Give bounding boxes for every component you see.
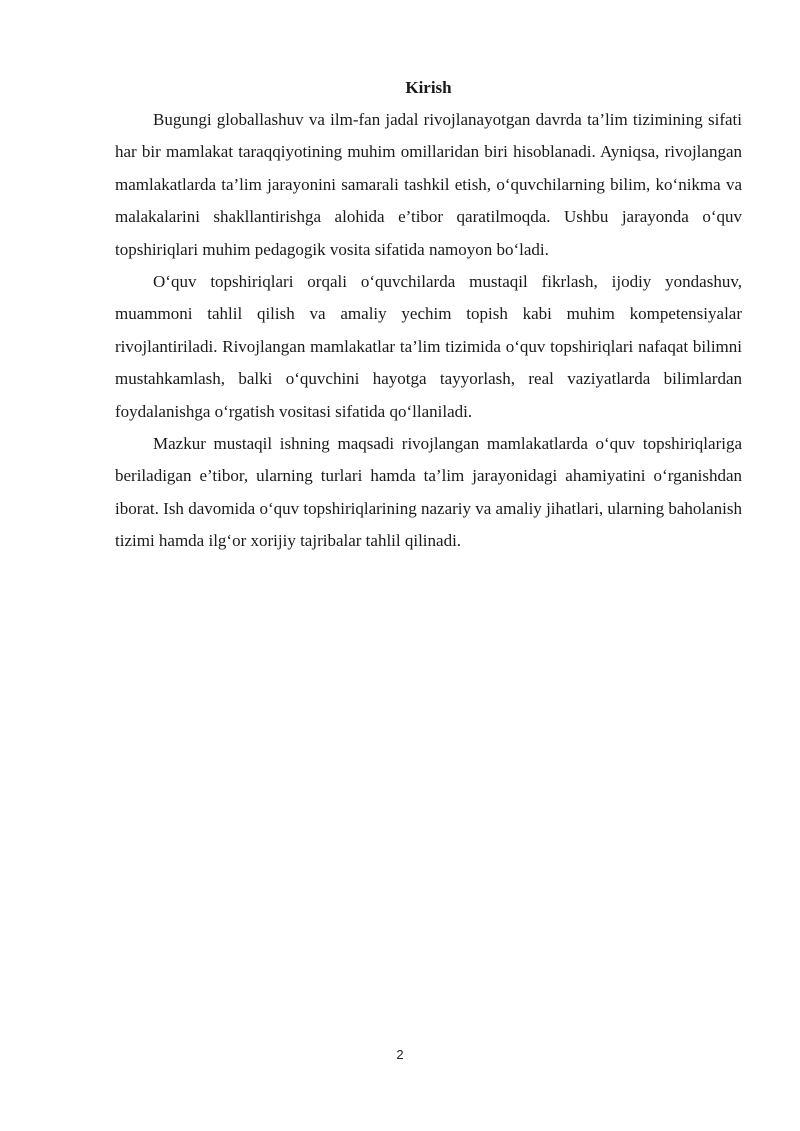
paragraph-2: O‘quv topshiriqlari orqali o‘quvchilarda mustaqil fikrlash, ijodiy yondashuv, muammoni tahlil qilish va amaliy yechim topish kabi muhim kompetensiyalar rivojlantiriladi. Rivojlangan mamlakatlar ta’lim tizimida o‘quv topshiriqlari nafaqat bilimni mustahkamlash, balki o‘quvchini hayotga tayyorlash, real vaziyatlarda bilimlardan foydalanishga o‘rgatish vositasi sifatida qo‘llaniladi. [115, 272, 742, 421]
paragraph-3: Mazkur mustaqil ishning maqsadi rivojlangan mamlakatlarda o‘quv topshiriqlariga beriladigan e’tibor, ularning turlari hamda ta’lim jarayonidagi ahamiyatini o‘rganishdan iborat. Ish davomida o‘quv topshiriqlarining nazariy va amaliy jihatlari, ularning baholanish tizimi hamda ilg‘or xorijiy tajribalar tahlil qilinadi. [115, 434, 742, 551]
page-content [115, 72, 742, 558]
page-title: Kirish [405, 78, 452, 97]
page-number: 2 [396, 1047, 404, 1062]
paragraph-1: Bugungi globallashuv va ilm-fan jadal rivojlanayotgan davrda ta’lim tizimining sifati har bir mamlakat taraqqiyotining muhim omillaridan biri hisoblanadi. Ayniqsa, rivojlangan mamlakatlarda ta’lim jarayonini samarali tashkil etish, o‘quvchilarning bilim, ko‘nikma va malakalarini shakllantirishga alohida e’tibor qaratilmoqda. Ushbu jarayonda o‘quv topshiriqlari muhim pedagogik vosita sifatida namoyon bo‘ladi. [115, 110, 742, 259]
